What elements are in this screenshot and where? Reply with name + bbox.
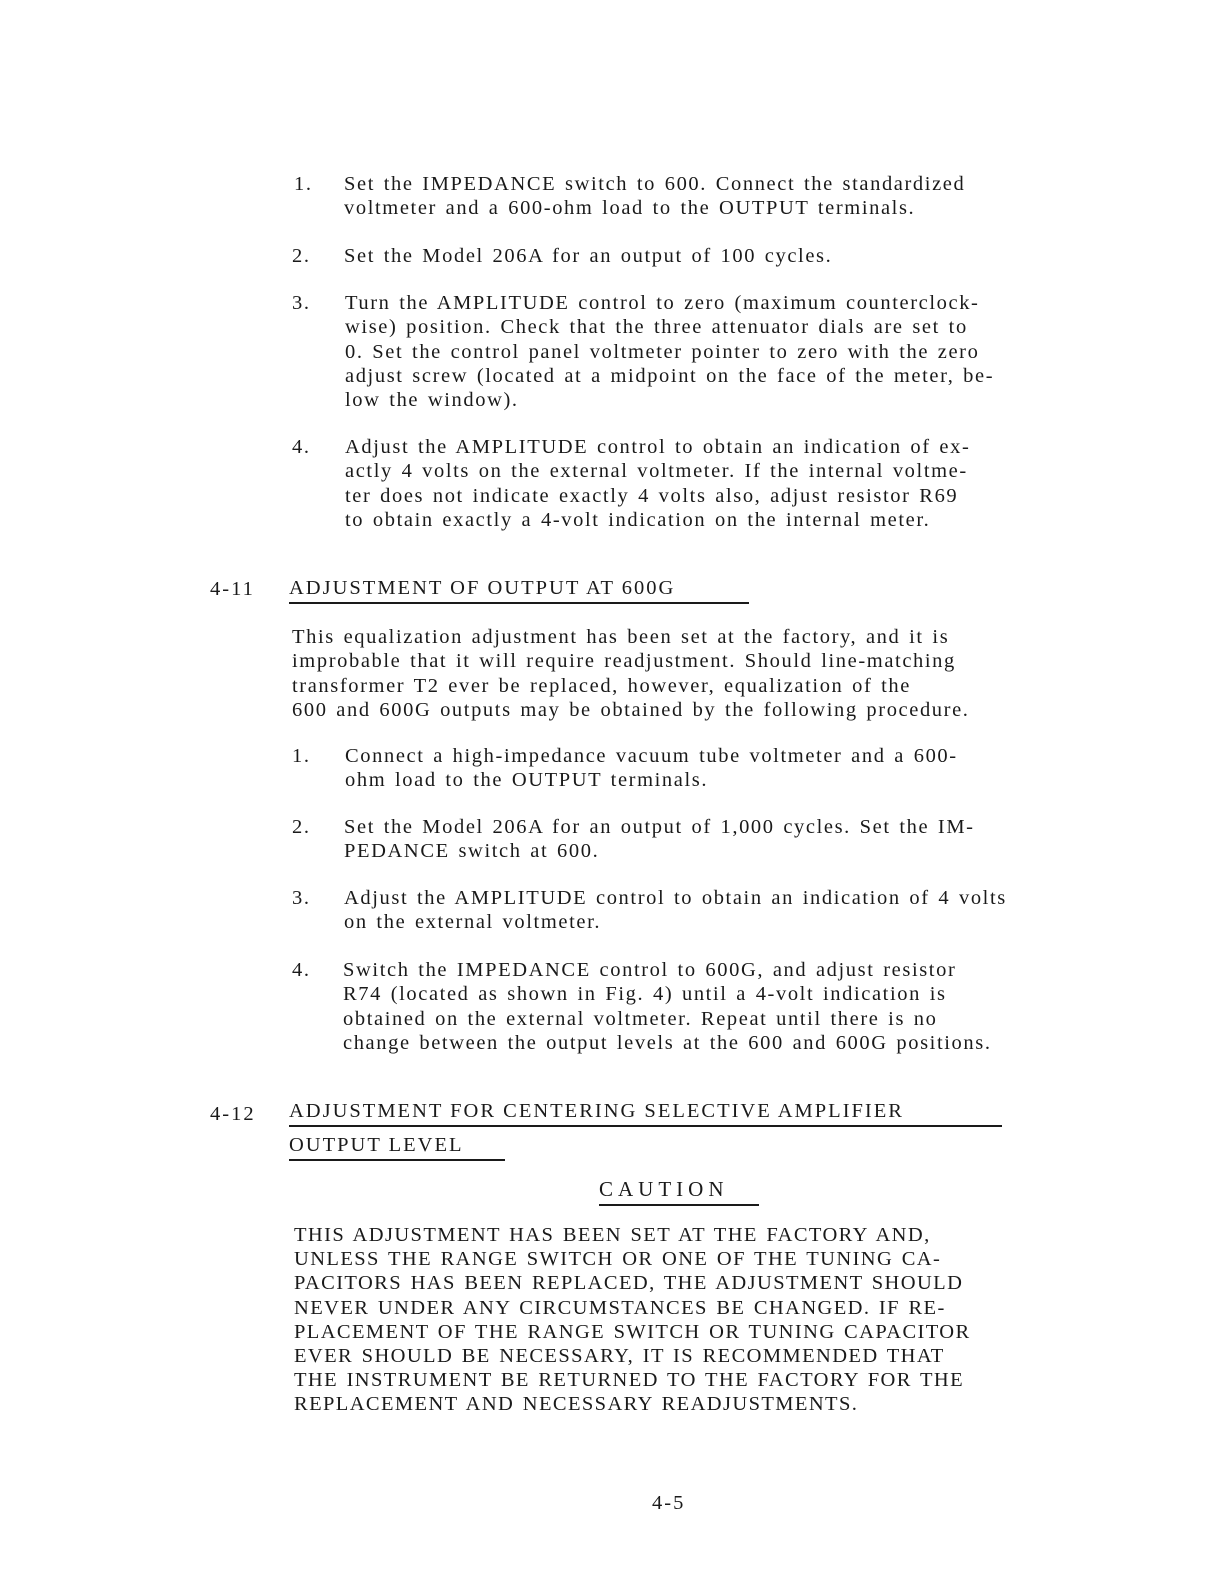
step-number: 1. <box>294 173 313 195</box>
step-text: Connect a high-impedance vacuum tube voltmeter and a 600- ohm load to the OUTPUT terminals. <box>345 745 958 792</box>
step-text: Switch the IMPEDANCE control to 600G, and adjust resistor R74 (located as shown in Fig. 4) until a 4-volt indication is obtained on the external voltmeter. Repeat until there is no change between the output levels at the 600 and 600G positions. <box>343 959 992 1054</box>
step-4 <box>292 958 1107 1058</box>
step-3 <box>292 291 1132 415</box>
step-number: 3. <box>292 292 311 314</box>
section-number: 4-11 <box>210 578 255 600</box>
step-number: 2. <box>292 816 311 838</box>
step-number: 4. <box>292 959 311 981</box>
step-4 <box>292 435 1112 535</box>
step-2 <box>292 244 1092 270</box>
step-1 <box>292 744 1092 794</box>
step-text: Set the Model 206A for an output of 100 cycles. <box>344 245 833 267</box>
step-text: Adjust the AMPLITUDE control to obtain an indication of ex- actly 4 volts on the external voltmeter. If the internal voltme- ter does not indicate exactly 4 volts also, adjust resistor R69 to obtain exactly a 4-volt indication on the internal meter. <box>345 436 971 531</box>
step-number: 4. <box>292 436 311 458</box>
step-text: Adjust the AMPLITUDE control to obtain an indication of 4 volts on the external voltmeter. <box>344 887 1007 934</box>
step-3 <box>292 886 1122 936</box>
section-number: 4-12 <box>210 1103 256 1125</box>
step-number: 2. <box>292 245 311 267</box>
caution-heading: CAUTION <box>599 1177 759 1206</box>
step-text: Turn the AMPLITUDE control to zero (maximum counterclock- wise) position. Check that the three attenuator dials are set to 0. Set the control panel voltmeter pointer to zero with the zero adjust screw (located at a midpoint on the face of the meter, be- low the window). <box>345 292 995 412</box>
step-text: Set the IMPEDANCE switch to 600. Connect the standardized voltmeter and a 600-ohm load to the OUTPUT terminals. <box>344 173 966 220</box>
section-title-line-1: ADJUSTMENT FOR CENTERING SELECTIVE AMPLIFIER <box>289 1100 1002 1127</box>
section-title-line-2: OUTPUT LEVEL <box>289 1134 505 1161</box>
step-number: 1. <box>292 745 311 767</box>
section-intro: This equalization adjustment has been set at the factory, and it is improbable that it will require readjustment. Should line-matching transformer T2 ever be replaced, however, equalization of the 600 and 600G outputs may be obtained by the following procedure. <box>292 626 970 721</box>
step-number: 3. <box>292 887 311 909</box>
step-text: Set the Model 206A for an output of 1,000 cycles. Set the IM- PEDANCE switch at 600. <box>344 816 975 863</box>
page-number: 4-5 <box>652 1492 686 1514</box>
step-1 <box>294 172 1094 222</box>
step-2 <box>292 815 1092 865</box>
caution-text: THIS ADJUSTMENT HAS BEEN SET AT THE FACTORY AND, UNLESS THE RANGE SWITCH OR ONE OF THE TUNING CA- PACITORS HAS BEEN REPLACED, THE ADJUSTMENT SHOULD NEVER UNDER ANY CIRCUMSTANCES BE CHANGED. IF RE- PLACEMENT OF THE RANGE SWITCH OR TUNING CAPACITOR EVER SHOULD BE NECESSARY, IT IS RECOMMENDED THAT THE INSTRUMENT BE RETURNED TO THE FACTORY FOR THE REPLACEMENT AND NECESSARY READJUSTMENTS. <box>294 1224 971 1416</box>
section-title: ADJUSTMENT OF OUTPUT AT 600G <box>289 577 749 604</box>
